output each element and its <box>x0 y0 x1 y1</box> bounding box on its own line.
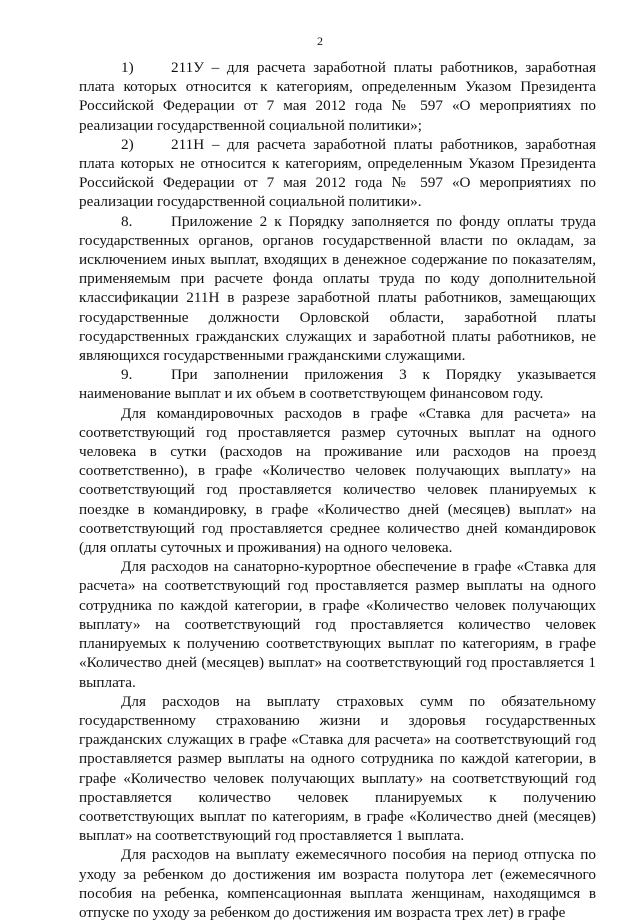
paragraph-insurance-expenses: Для расходов на выплату страховых сумм по обязательному государственному страхованию жизни и здоровья государственных гражданских служащих в графе «Ставка для расчета» на соответствующий год проставляется размер выплаты на одного сотрудника по каждой категории, в графе «Количество человек получающих выплату» на соответствующий год проставляется количество человек планируемых к получению соответствующих выплат по категориям, в графе «Количество дней (месяцев) выплат» на соответствующий год проставляется 1 выплата. <box>79 692 596 845</box>
item-text: 211У – для расчета заработной платы работников, заработная плата которых относится к категориям, определенным Указом Президента Российской Федерации от 7 мая 2012 года № 597 «О мероприятиях по реализации государственной социальной политики»; <box>79 59 596 134</box>
document-body <box>79 58 596 922</box>
paragraph-travel-expenses: Для командировочных расходов в графе «Ставка для расчета» на соответствующий год проставляется размер суточных выплат на одного человека в сутки (расходов на проживание или расходов на проезд соответственно), в графе «Количество человек получающих выплату» на соответствующий год проставляется количество человек планируемых к поездке в командировку, в графе «Количество дней (месяцев) выплат» на соответствующий год проставляется среднее количество дней командировок (для оплаты суточных и проживания) на одного человека. <box>79 404 596 557</box>
item-number: 8. <box>121 212 133 230</box>
item-number: 1) <box>121 59 134 76</box>
item-text: При заполнении приложения 3 к Порядку указывается наименование выплат и их объем в соответствующем финансовом году. <box>79 366 596 403</box>
item-number: 2) <box>121 135 134 153</box>
page-number: 2 <box>317 34 323 48</box>
clause-8 <box>79 212 596 366</box>
list-item-1 <box>79 58 596 135</box>
paragraph-sanatorium-expenses: Для расходов на санаторно-курортное обеспечение в графе «Ставка для расчета» на соответствующий год проставляется размер выплаты на одного сотрудника по каждой категории, в графе «Количество человек получающих выплату» на соответствующий год проставляется количество человек планируемых к получению соответствующих выплат по категориям, в графе «Количество дней (месяцев) выплат» на соответствующий год проставляется 1 выплата. <box>79 558 596 691</box>
clause-9 <box>79 365 596 403</box>
paragraph-childcare-allowance: Для расходов на выплату ежемесячного пособия на период отпуска по уходу за ребенком до достижения им возраста полутора лет (ежемесячного пособия на ребенка, компенсационная выплата женщинам, находящимся в отпуске по уходу за ребенком до достижения им возраста трех лет) в графе <box>79 846 596 921</box>
item-text: Приложение 2 к Порядку заполняется по фонду оплаты труда государственных органов, органов государственной власти по окладам, за исключением иных выплат, входящих в денежное содержание по показателям, применяемым при расчете фонда оплаты труда по коду дополнительной классификации 211Н в разрезе заработной платы работников, замещающих государственные должности Орловской области, заработной платы государственных гражданских служащих и заработной платы работников, не являющихся государственными гражданскими служащими. <box>79 212 596 365</box>
list-item-2 <box>79 135 596 212</box>
item-number: 9. <box>121 366 133 384</box>
item-text: 211Н – для расчета заработной платы работников, заработная плата которых не относится к категориям, определенным Указом Президента Российской Федерации от 7 мая 2012 года № 597 «О мероприятиях по реализации государственной социальной политики». <box>79 135 596 211</box>
